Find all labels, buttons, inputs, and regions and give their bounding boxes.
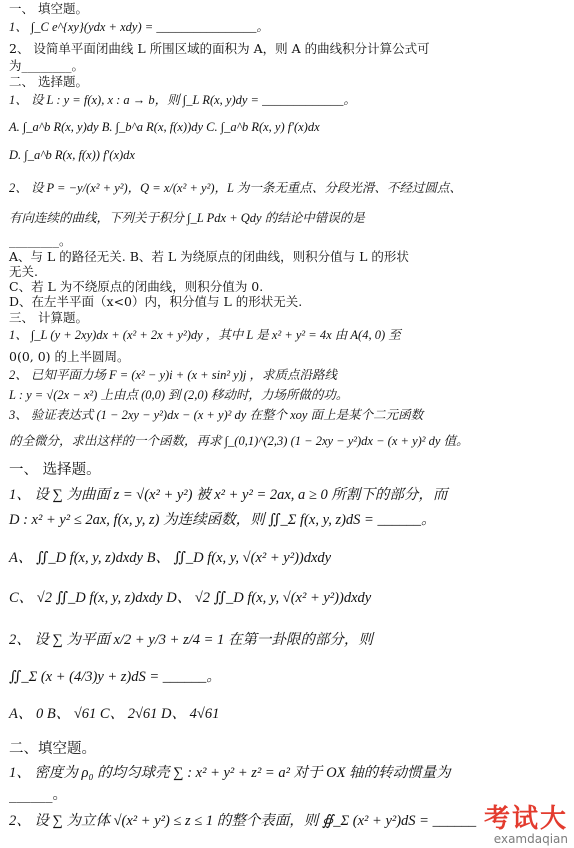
watermark-logo: 考试大 xyxy=(483,804,568,834)
question-text: 2、 已知平面力场 F = (x² − y)i + (x + sin² y)j ，求质点沿路线 xyxy=(9,368,337,382)
question-text: 有向连续的曲线，下列关于积分 ∫_L Pdx + Qdy 的结论中错误的是 xyxy=(9,211,365,225)
section-heading: 二、 选择题。 xyxy=(9,74,88,89)
question-text: 2、 设 ∑ 为立体 √(x² + y²) ≤ z ≤ 1 的整个表面，则 ∯_Σ (x² + y²)dS = ______ xyxy=(9,813,477,829)
question-text: 1、 密度为 ρ₀ 的均匀球壳 ∑ : x² + y² + z² = a² 对于 OX 轴的转动惯量为 xyxy=(9,765,451,781)
question-text: ∬_Σ (x + (4/3)y + z)dS = ______。 xyxy=(9,669,221,685)
question-text: 为________。 xyxy=(9,58,85,73)
section-heading: 三、 计算题。 xyxy=(9,310,88,325)
option-row: D. ∫_a^b R(x, f(x)) f′(x)dx xyxy=(9,148,135,162)
option-row: 无关. xyxy=(9,264,38,279)
option-row: A、 ∬_D f(x, y, z)dxdy B、 ∬_D f(x, y, √(x² + y²))dxdy xyxy=(9,550,332,566)
question-text: 1、 ∫_L (y + 2xy)dx + (x² + 2x + y²)dy ，其中 L 是 x² + y² = 4x 由 A(4, 0) 至 xyxy=(9,328,401,342)
question-text: D : x² + y² ≤ 2ax, f(x, y, z) 为连续函数，则 ∬_Σ f(x, y, z)dS = ______。 xyxy=(9,512,436,528)
question-text: 2、 设 P = −y/(x² + y²)，Q = x/(x² + y²)，L 为一条无重点、分段光滑、不经过圆点、 xyxy=(9,181,462,195)
question-text: 1、 设 L : y = f(x), x : a → b，则 ∫_L R(x, y)dy = _____________。 xyxy=(9,93,356,107)
option-row: D、在左半平面（x<0）内，积分值与 L 的形状无关. xyxy=(9,294,303,309)
watermark-url: examdaqian xyxy=(493,832,568,846)
question-text: L : y = √(2x − x²) 上由点 (0,0) 到 (2,0) 移动时，力场所做的功。 xyxy=(9,388,349,402)
question-text: 1、 ∫_C e^{xy}(ydx + xdy) = ________________。 xyxy=(9,20,269,34)
option-row: A、 0 B、 √61 C、 2√61 D、 4√61 xyxy=(9,706,220,722)
question-text: 的全微分，求出这样的一个函数，再求 ∫_(0,1)^(2,3) (1 − 2xy − y²)dx − (x + y)² dy 值。 xyxy=(9,434,469,448)
question-text: 1、 设 ∑ 为曲面 z = √(x² + y²) 被 x² + y² = 2ax, a ≥ 0 所割下的部分，而 xyxy=(9,487,448,503)
option-row: A. ∫_a^b R(x, y)dy B. ∫_b^a R(x, f(x))dy C. ∫_a^b R(x, y) f′(x)dx xyxy=(9,120,320,134)
section-heading: 一、 填空题。 xyxy=(9,1,88,16)
question-text: 3、 验证表达式 (1 − 2xy − y²)dx − (x + y)² dy 在整个 xoy 面上是某个二元函数 xyxy=(9,408,424,422)
question-text: 0(0, 0) 的上半圆周。 xyxy=(9,349,130,364)
option-row: A、与 L 的路径无关. B、若 L 为绕原点的闭曲线，则积分值与 L 的形状 xyxy=(9,249,409,264)
option-row: C、 √2 ∬_D f(x, y, z)dxdy D、 √2 ∬_D f(x, y, √(x² + y²))dxdy xyxy=(9,590,372,606)
option-row: C、若 L 为不绕原点的闭曲线，则积分值为 0. xyxy=(9,279,264,294)
section-heading: 一、 选择题。 xyxy=(9,462,101,478)
site-watermark xyxy=(484,805,568,846)
question-text: 2、 设 ∑ 为平面 x/2 + y/3 + z/4 = 1 在第一卦限的部分，则 xyxy=(9,632,373,648)
answer-blank: ________。 xyxy=(9,233,72,248)
question-text: 2、 设简单平面闭曲线 L 所围区域的面积为 A，则 A 的曲线积分计算公式可 xyxy=(9,41,430,56)
answer-blank: ______。 xyxy=(9,787,67,803)
section-heading: 二、填空题。 xyxy=(9,741,96,757)
